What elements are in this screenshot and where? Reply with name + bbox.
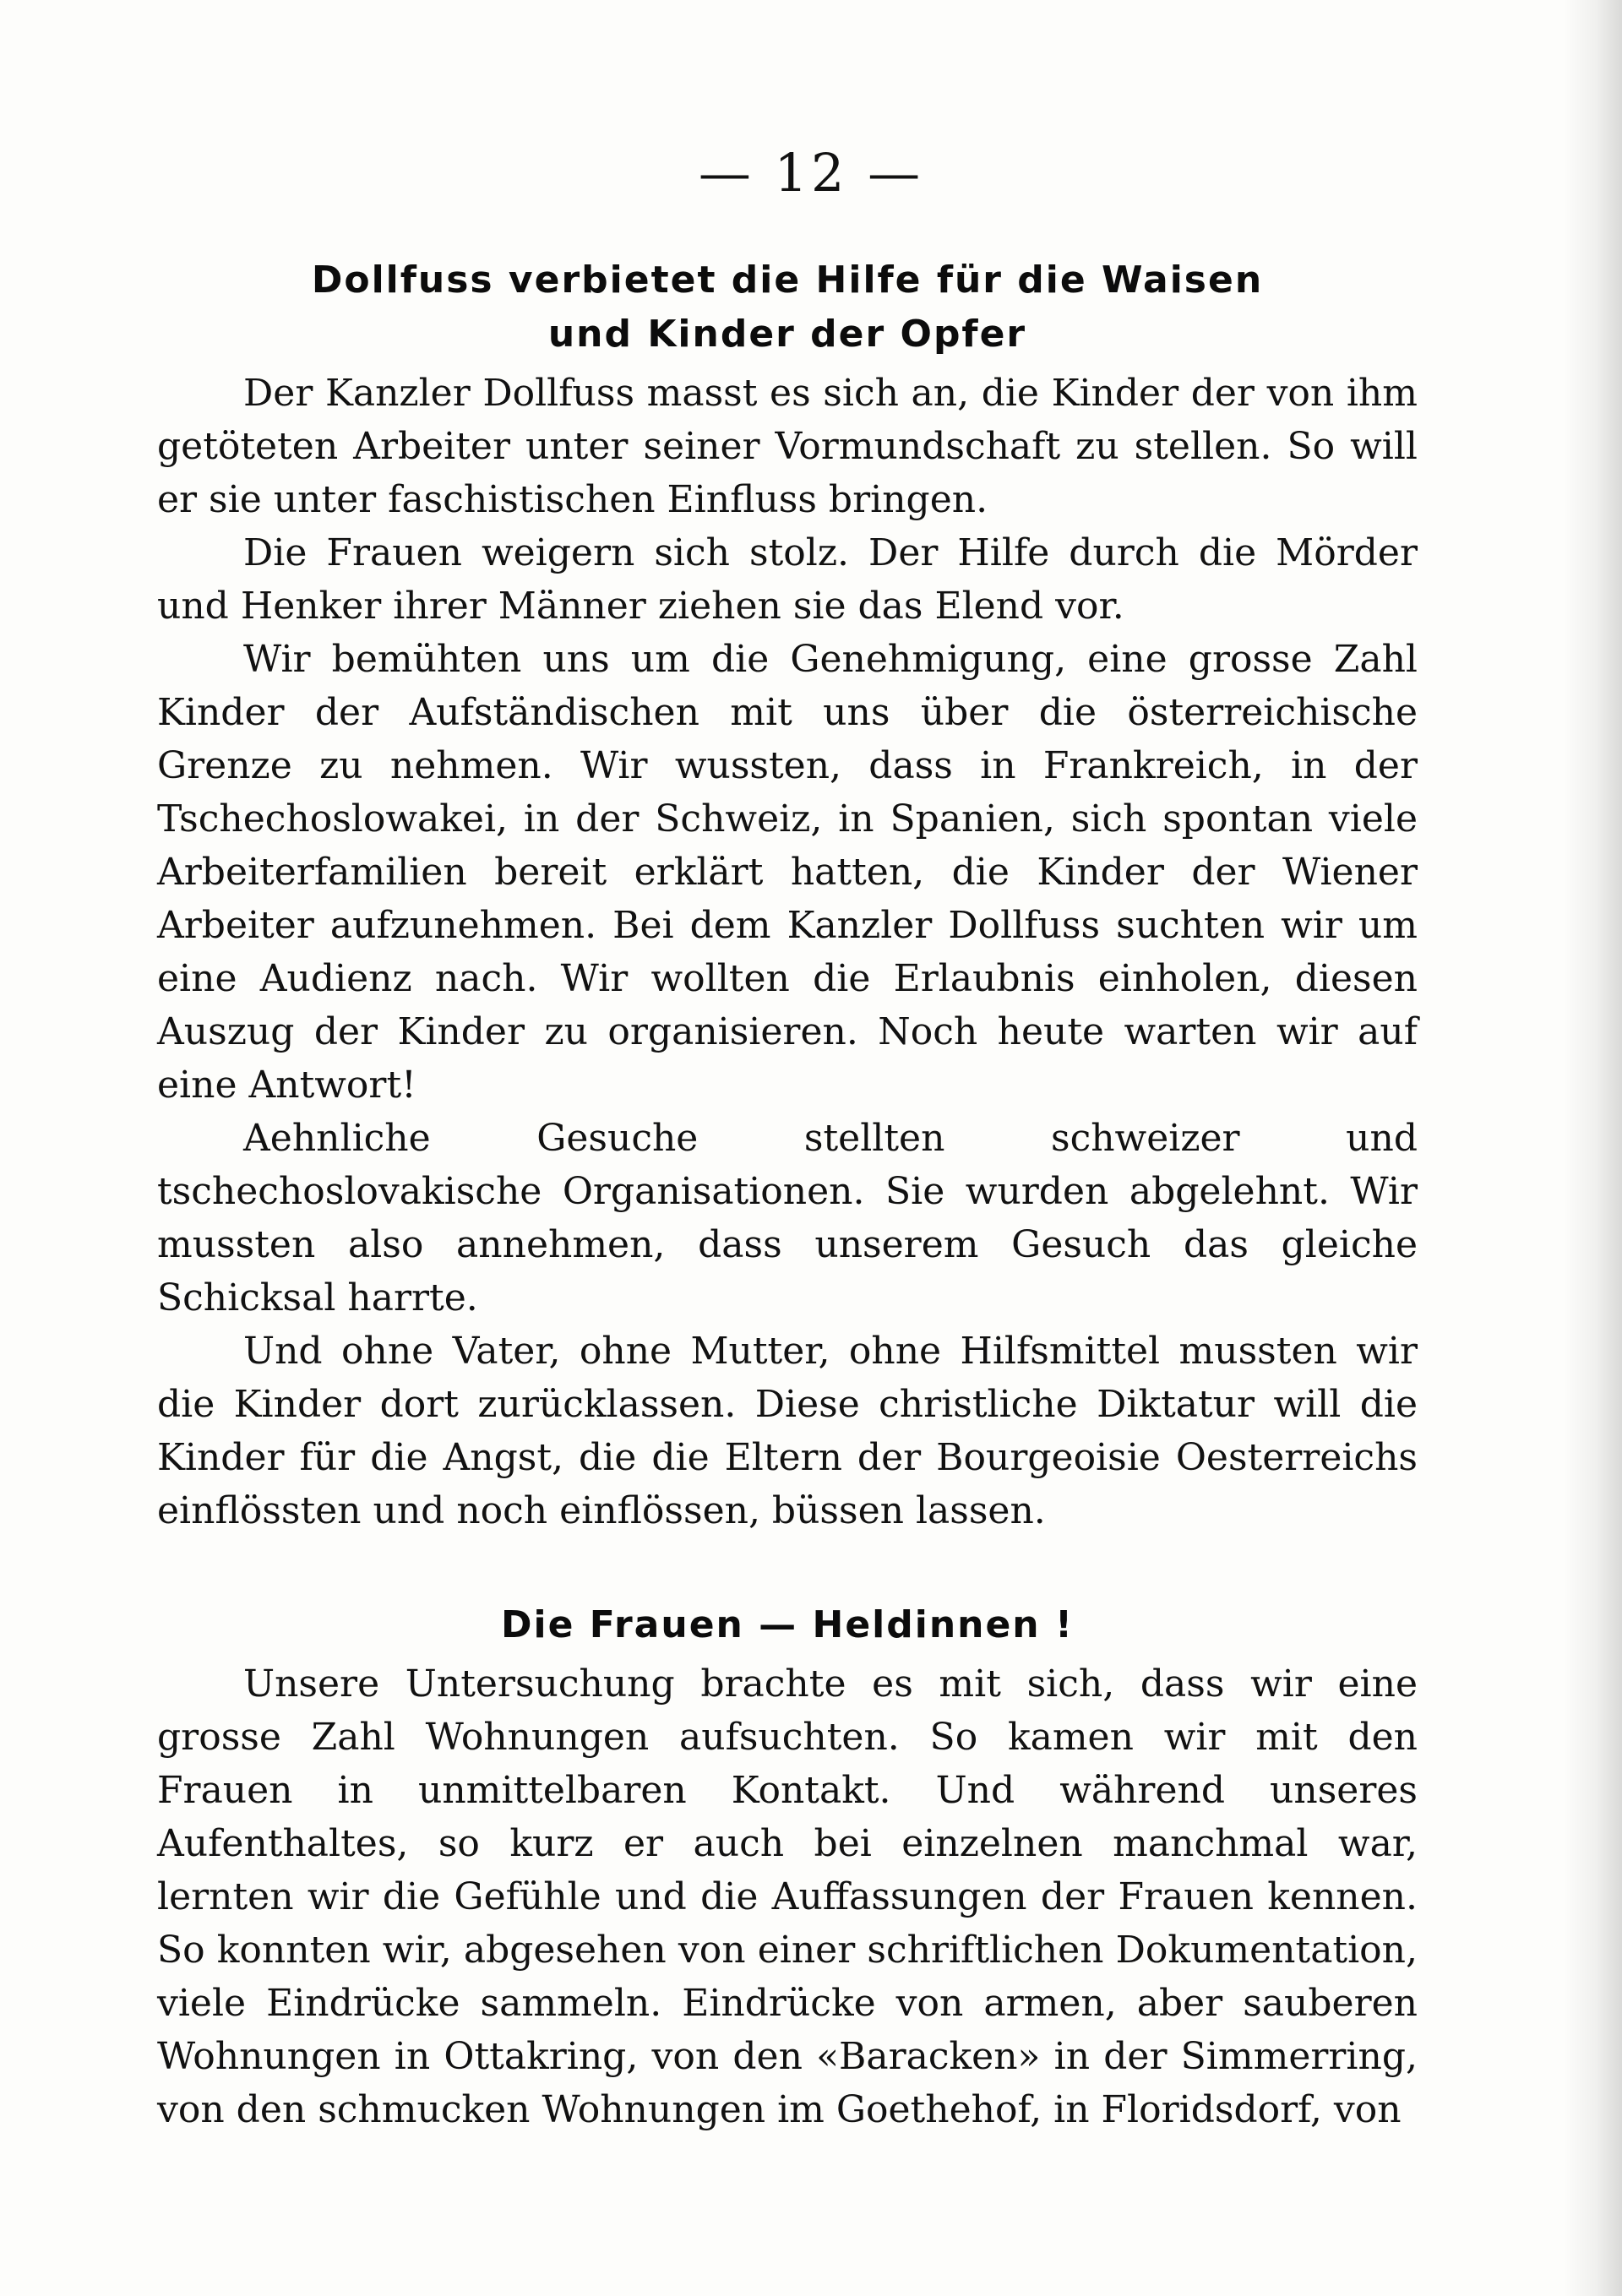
paragraph: Und ohne Vater, ohne Mutter, ohne Hilfsmittel mussten wir die Kinder dort zurücklassen. Diese christliche Diktatur will die Kinder für die Angst, die die Eltern der Bourgeoisie Oesterreichs einflössten und noch einflössen, büssen lassen. bbox=[157, 1330, 1418, 1532]
section-heading-orphans bbox=[157, 253, 1418, 362]
heading-line: und Kinder der Opfer bbox=[547, 313, 1027, 356]
paragraph: Wir bemühten uns um die Genehmigung, eine grosse Zahl Kinder der Aufständischen mit uns über die österreichische Grenze zu nehmen. Wir wussten, dass in Frankreich, in der Tschechoslowakei, in der Schweiz, in Spanien, sich spontan viele Arbeiterfamilien bereit erklärt hatten, die Kinder der Wiener Arbeiter aufzunehmen. Bei dem Kanzler Dollfuss suchten wir um eine Audienz nach. Wir wollten die Erlaubnis einholen, diesen Auszug der Kinder zu organisieren. Noch heute warten wir auf eine Antwort! bbox=[157, 638, 1418, 1107]
text-column bbox=[157, 253, 1418, 2136]
paragraph: Aehnliche Gesuche stellten schweizer und tschechoslovakische Organisationen. Sie wurden abgelehnt. Wir mussten also annehmen, dass unserem Gesuch das gleiche Schicksal harrte. bbox=[157, 1117, 1418, 1319]
paragraph: Die Frauen weigern sich stolz. Der Hilfe durch die Mörder und Henker ihrer Männer ziehen sie das Elend vor. bbox=[157, 531, 1418, 628]
section-heading-women bbox=[157, 1598, 1418, 1652]
page-edge-shadow bbox=[1563, 0, 1622, 2296]
page-number: — 12 — bbox=[698, 142, 924, 204]
paragraph: Der Kanzler Dollfuss masst es sich an, die Kinder der von ihm getöteten Arbeiter unter seiner Vormundschaft zu stellen. So will er sie unter faschistischen Einfluss bringen. bbox=[157, 372, 1418, 521]
paragraph: Unsere Untersuchung brachte es mit sich, dass wir eine grosse Zahl Wohnungen aufsuchten. So kamen wir mit den Frauen in unmittelbaren Kontakt. Und während unseres Aufenthaltes, so kurz er auch bei einzelnen manchmal war, lernten wir die Gefühle und die Auffassungen der Frauen kennen. So konnten wir, abgesehen von einer schriftlichen Dokumentation, viele Eindrücke sammeln. Eindrücke von armen, aber sauberen Wohnungen in Ottakring, von den «Baracken» in der Simmerring, von den schmucken Wohnungen im Goethehof, in Floridsdorf, von bbox=[157, 1662, 1418, 2131]
heading-line: Dollfuss verbietet die Hilfe für die Waisen bbox=[311, 258, 1264, 302]
heading-line: Die Frauen — Heldinnen ! bbox=[500, 1603, 1075, 1646]
